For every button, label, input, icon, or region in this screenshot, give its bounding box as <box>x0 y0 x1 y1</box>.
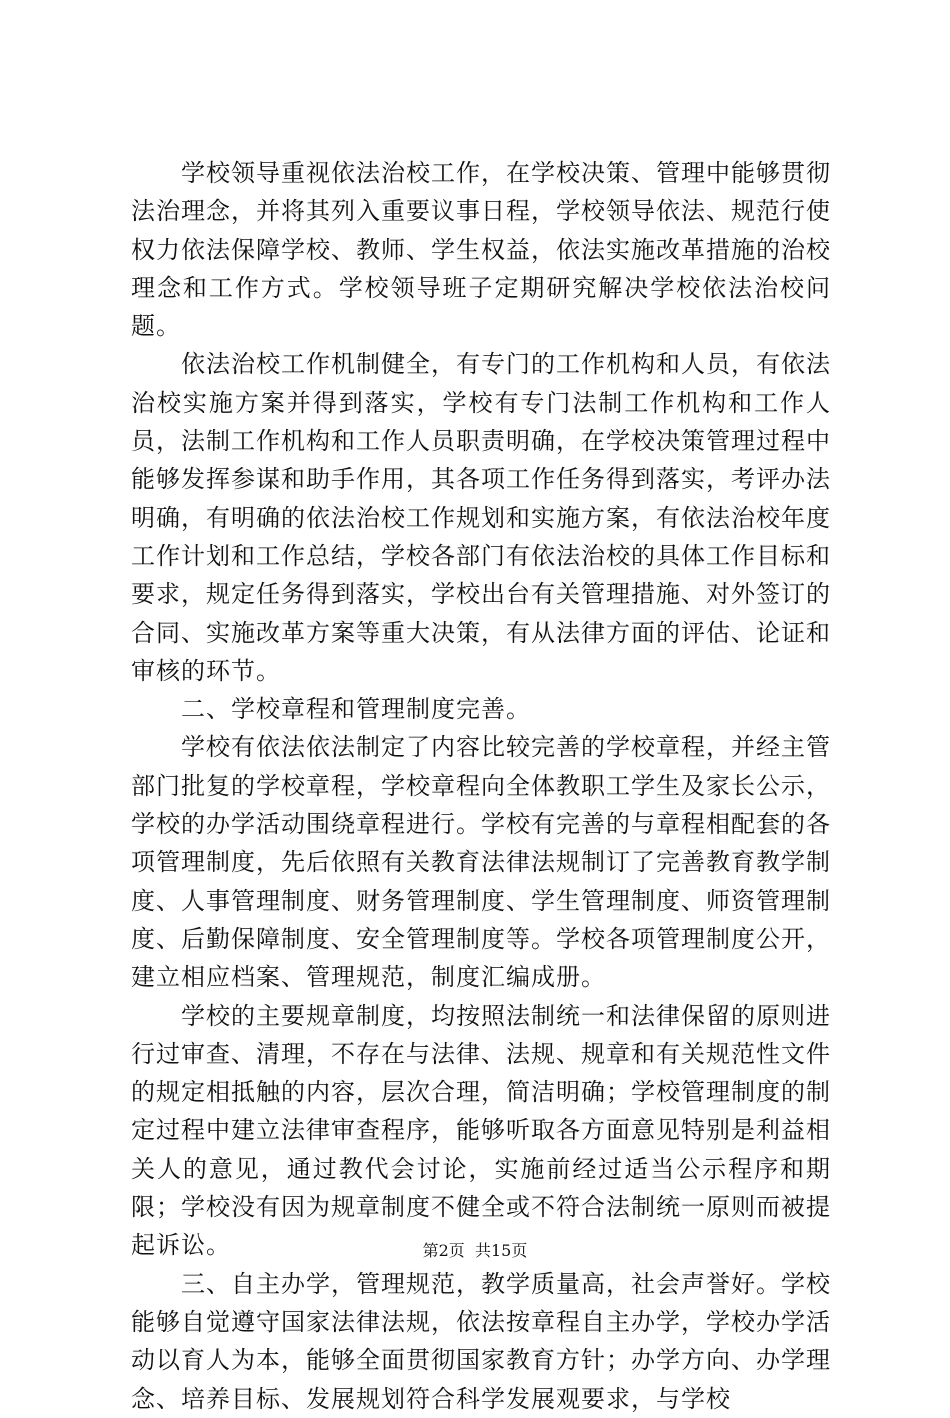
paragraph-1: 学校领导重视依法治校工作，在学校决策、管理中能够贯彻法治理念，并将其列入重要议事日程，学校领导依法、规范行使权力依法保障学校、教师、学生权益，依法实施改革措施的治校理念和工作方式。学校领导班子定期研究解决学校依法治校问题。 <box>131 159 831 341</box>
page-number: 第2页 <box>422 1241 465 1260</box>
footer-gap <box>465 1241 475 1260</box>
paragraph-4: 学校的主要规章制度，均按照法制统一和法律保留的原则进行过审查、清理，不存在与法律、法规、规章和有关规范性文件的规定相抵触的内容，层次合理，简洁明确；学校管理制度的制定过程中建立法律审查程序，能够听取各方面意见特别是利益相关人的意见，通过教代会讨论，实施前经过适当公示程序和期限；学校没有因为规章制度不健全或不符合法制统一原则而被提起诉讼。 <box>131 1001 831 1260</box>
paragraph-3: 学校有依法依法制定了内容比较完善的学校章程，并经主管部门批复的学校章程，学校章程向全体教职工学生及家长公示，学校的办学活动围绕章程进行。学校有完善的与章程相配套的各项管理制度，先后依照有关教育法律法规制订了完善教育教学制度、人事管理制度、财务管理制度、学生管理制度、师资管理制度、后勤保障制度、安全管理制度等。学校各项管理制度公开，建立相应档案、管理规范，制度汇编成册。 <box>131 733 831 992</box>
total-pages: 共15页 <box>474 1241 528 1260</box>
page-footer <box>0 1241 950 1261</box>
paragraph-5: 三、自主办学，管理规范，教学质量高，社会声誉好。学校能够自觉遵守国家法律法规，依法按章程自主办学，学校办学活动以育人为本，能够全面贯彻国家教育方针；办学方向、办学理念、培养目标、发展规划符合科学发展观要求，与学校 <box>131 1269 831 1413</box>
section-heading-2: 二、学校章程和管理制度完善。 <box>181 695 531 724</box>
paragraph-2: 依法治校工作机制健全，有专门的工作机构和人员，有依法治校实施方案并得到落实，学校有专门法制工作机构和工作人员，法制工作机构和工作人员职责明确，在学校决策管理过程中能够发挥参谋和助手作用，其各项工作任务得到落实，考评办法明确，有明确的依法治校工作规划和实施方案，有依法治校年度工作计划和工作总结，学校各部门有依法治校的具体工作目标和要求，规定任务得到落实，学校出台有关管理措施、对外签订的合同、实施改革方案等重大决策，有从法律方面的评估、论证和审核的环节。 <box>131 350 831 685</box>
document-body <box>131 154 831 1418</box>
